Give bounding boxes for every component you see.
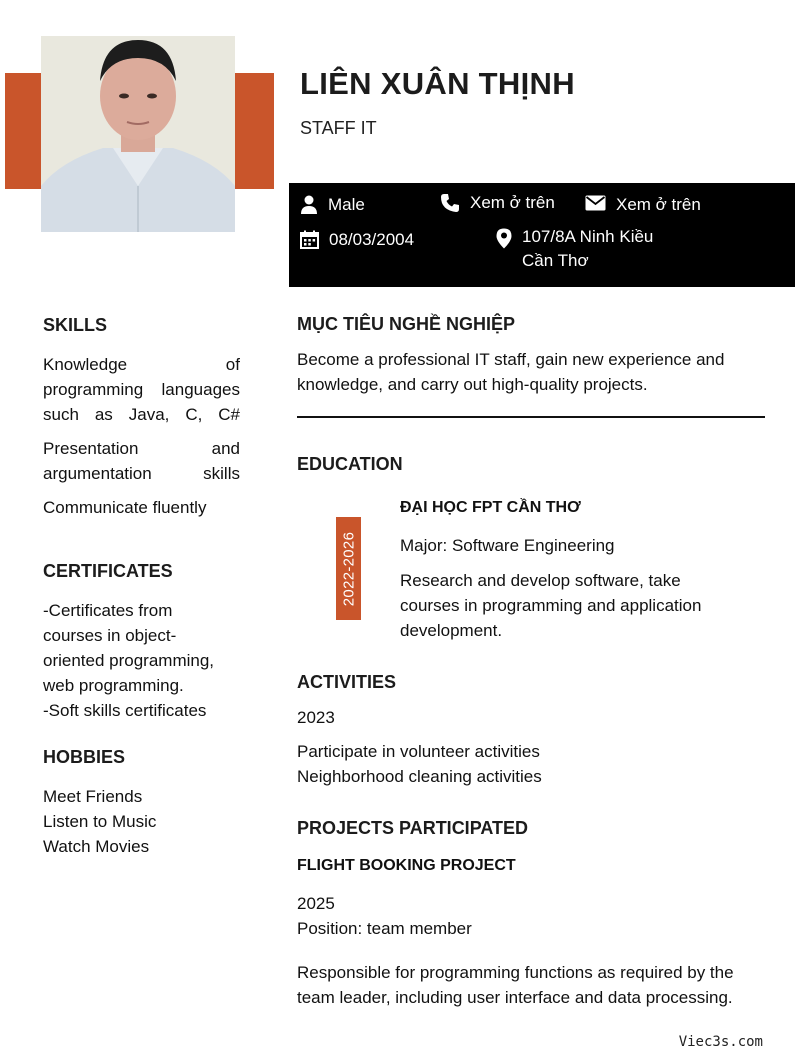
job-title: STAFF IT <box>300 118 377 138</box>
person-icon <box>300 195 318 215</box>
education-period-badge <box>336 517 361 620</box>
contact-address <box>496 228 686 273</box>
phone-value: Xem ở trên <box>470 193 555 212</box>
activities-year: 2023 <box>297 708 335 727</box>
contact-email <box>585 195 701 215</box>
hobby-item: Watch Movies <box>43 837 150 856</box>
education-heading: EDUCATION <box>297 454 403 474</box>
skill-item: Presentation and argumentation skills <box>43 439 240 483</box>
skills-heading: SKILLS <box>43 315 108 335</box>
photo-accent-left <box>5 73 41 189</box>
hobby-item: Meet Friends <box>43 787 143 806</box>
section-divider <box>297 416 765 418</box>
education-school: ĐẠI HỌC FPT CẦN THƠ <box>400 499 581 516</box>
envelope-icon <box>585 195 606 211</box>
activities-heading: ACTIVITIES <box>297 672 397 692</box>
contact-phone <box>440 193 555 213</box>
map-pin-icon <box>496 228 512 249</box>
project-name: FLIGHT BOOKING PROJECT <box>297 857 516 874</box>
footer-brand[interactable]: Viec3s.com <box>678 1034 763 1050</box>
candidate-name: LIÊN XUÂN THỊNH <box>300 66 575 101</box>
hobbies-list <box>43 784 240 859</box>
gender-value: Male <box>328 195 365 214</box>
projects-heading: PROJECTS PARTICIPATED <box>297 818 529 838</box>
objective-heading: MỤC TIÊU NGHỀ NGHIỆP <box>297 314 516 334</box>
contact-birthdate <box>300 230 414 250</box>
skill-item: Communicate fluently <box>43 498 207 517</box>
profile-photo <box>41 36 235 232</box>
project-position: Position: team member <box>297 919 472 938</box>
contact-gender <box>300 195 365 215</box>
objective-text: Become a professional IT staff, gain new experience and knowledge, and carry out high-quality projects. <box>297 350 725 394</box>
certificate-line: -Certificates from courses in object-oriented programming, web programming. <box>43 601 215 695</box>
activity-item: Neighborhood cleaning activities <box>297 767 542 786</box>
hobby-item: Listen to Music <box>43 812 157 831</box>
certificates-list <box>43 598 231 723</box>
skill-item: Knowledge of programming languages such as Java, C, C# <box>43 355 240 424</box>
email-value: Xem ở trên <box>616 195 701 214</box>
education-period: 2022-2026 <box>340 531 357 606</box>
phone-icon <box>440 193 460 213</box>
project-description: Responsible for programming functions as required by the team leader, including user interface and data processing. <box>297 963 734 1007</box>
address-value: 107/8A Ninh Kiều Cần Thơ <box>522 227 654 270</box>
photo-accent-right <box>235 73 274 189</box>
certificates-heading: CERTIFICATES <box>43 561 173 581</box>
certificate-line: -Soft skills certificates <box>43 701 207 720</box>
hobbies-heading: HOBBIES <box>43 747 126 767</box>
project-year: 2025 <box>297 894 335 913</box>
activity-item: Participate in volunteer activities <box>297 742 540 761</box>
calendar-icon <box>300 230 319 249</box>
contact-box <box>289 183 795 287</box>
activities-list <box>297 739 765 789</box>
birthdate-value: 08/03/2004 <box>329 230 415 249</box>
skills-list <box>43 352 240 520</box>
education-description: Research and develop software, take courses in programming and application development. <box>400 571 702 640</box>
education-major: Major: Software Engineering <box>400 536 615 555</box>
